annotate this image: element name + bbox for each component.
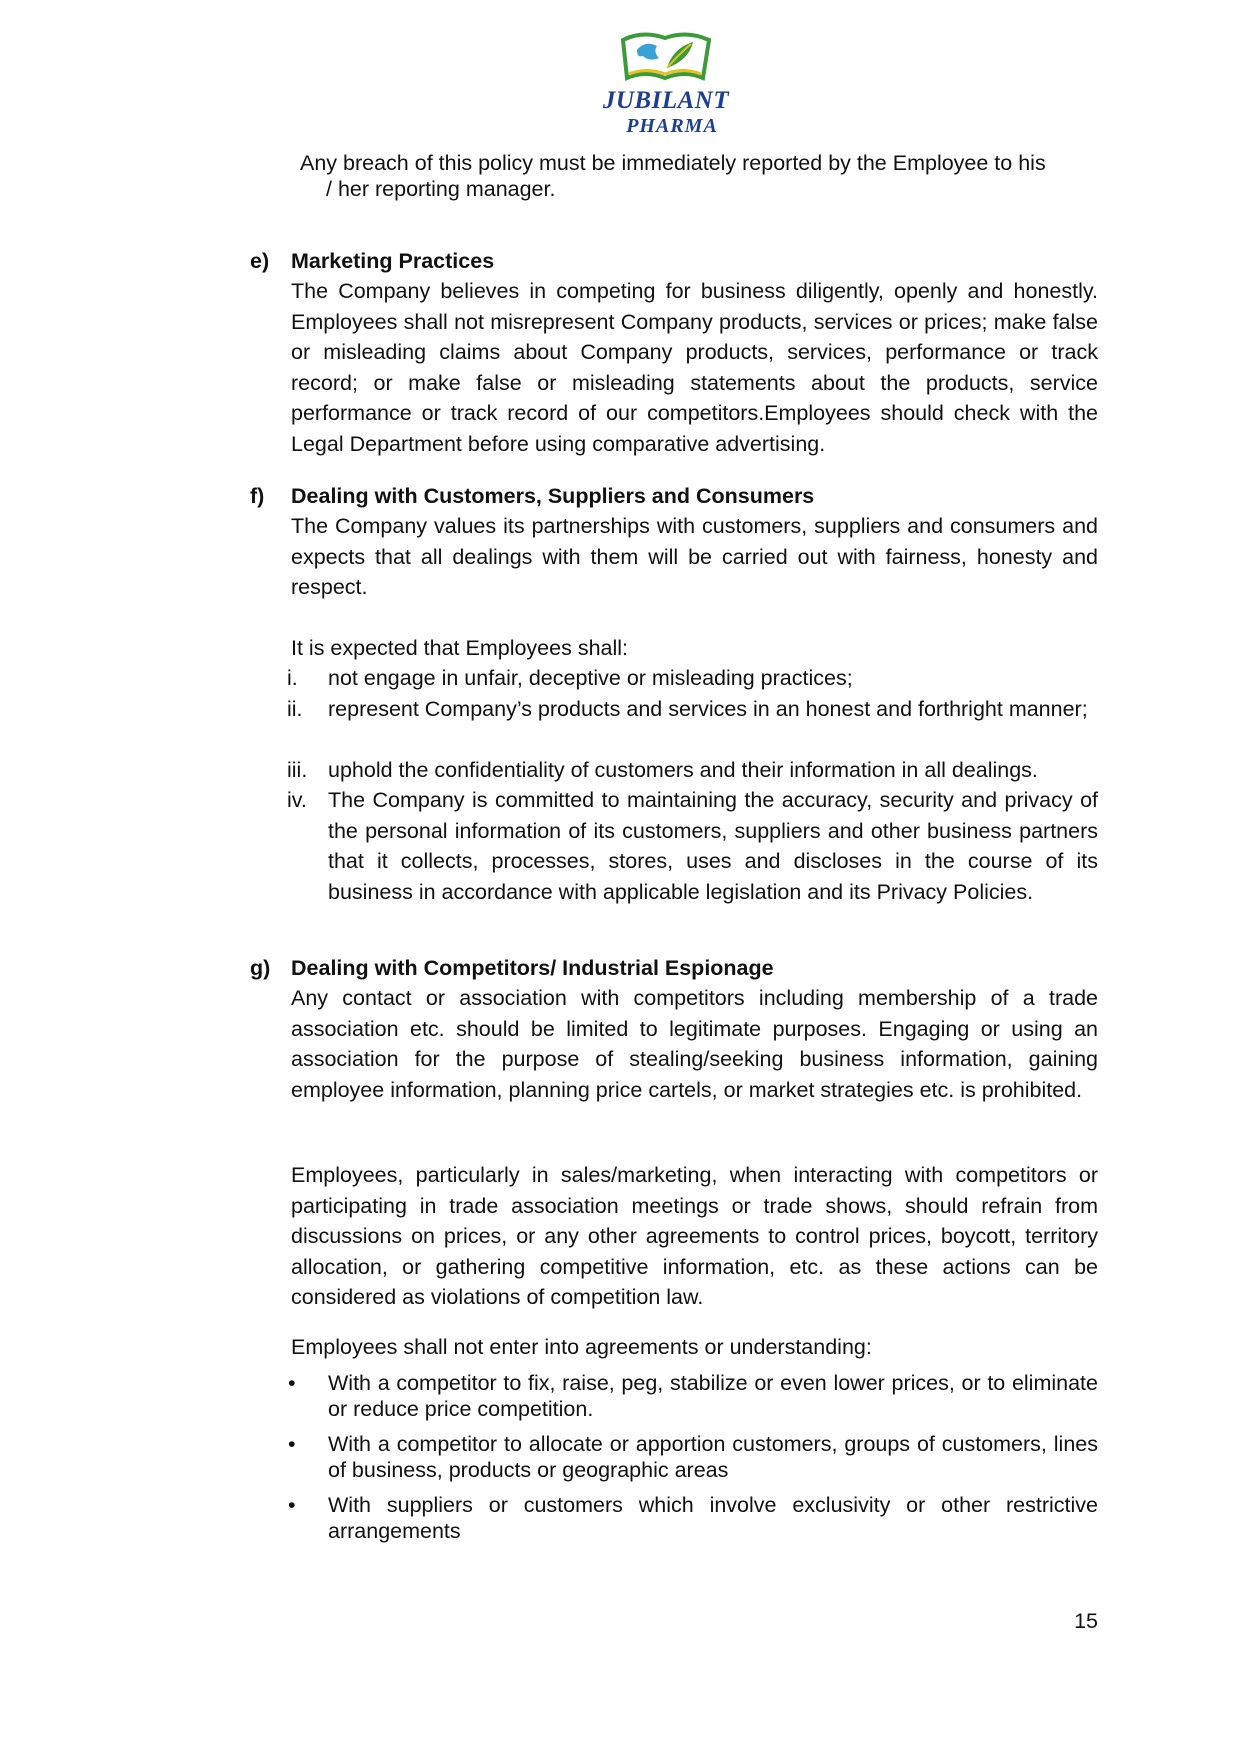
breach-reporting-paragraph (300, 150, 1100, 202)
list-item-number: iii. (287, 758, 308, 782)
breach-line-2: / her reporting manager. (326, 177, 556, 201)
section-g-lead: Employees shall not enter into agreements or understanding: (291, 1335, 872, 1359)
section-g-body-2: Employees, particularly in sales/marketing, when interacting with competitors or participating in trade association meetings or trade shows, should refrain from discussions on prices, or any other agreements to control prices, boycott, territory allocation, or gathering competitive information, etc. as these actions can be considered as violations of competition law. (291, 1163, 1098, 1309)
list-item-text: uphold the confidentiality of customers and their information in all dealings. (328, 758, 1038, 782)
section-f-letter: f) (250, 484, 265, 508)
list-item-text: not engage in unfair, deceptive or misleading practices; (328, 666, 853, 690)
list-item-number: i. (287, 666, 298, 690)
jubilant-pharma-logo (593, 12, 739, 137)
breach-line-1: Any breach of this policy must be immediately reported by the Employee to his (300, 151, 1046, 175)
list-item-number: iv. (287, 788, 307, 812)
bullet-icon: • (288, 1493, 296, 1517)
section-g-heading: Dealing with Competitors/ Industrial Espionage (291, 956, 774, 980)
section-f-lead: It is expected that Employees shall: (291, 636, 629, 660)
section-e-heading: Marketing Practices (291, 249, 495, 273)
list-item-text: The Company is committed to maintaining the accuracy, security and privacy of the personal information of its customers, suppliers and other business partners that it collects, processes, stores, uses and discloses in the course of its business in accordance with applicable legislation and its Privacy Policies. (328, 788, 1098, 904)
list-item-text: represent Company’s products and services in an honest and forthright manner; (328, 697, 1088, 721)
bullet-text: With a competitor to allocate or apportion customers, groups of customers, lines of business, products or geographic areas (328, 1432, 1098, 1482)
bullet-icon: • (288, 1371, 296, 1395)
page-number: 15 (1074, 1609, 1098, 1633)
section-g-body-1: Any contact or association with competitors including membership of a trade association etc. should be limited to legitimate purposes. Engaging or using an association for the purpose of stealing/seeking business information, gaining employee information, planning price cartels, or market strategies etc. is prohibited. (291, 986, 1098, 1102)
bullet-text: With a competitor to fix, raise, peg, stabilize or even lower prices, or to eliminate or reduce price competition. (328, 1371, 1098, 1421)
section-g-letter: g) (250, 956, 271, 980)
logo-text-pharma: PHARMA (626, 115, 718, 137)
section-f-heading: Dealing with Customers, Suppliers and Consumers (291, 484, 815, 508)
logo-text-jubilant: JUBILANT (602, 87, 730, 114)
section-f-body: The Company values its partnerships with customers, suppliers and consumers and expects that all dealings with them will be carried out with fairness, honesty and respect. (291, 514, 1098, 599)
list-item-number: ii. (287, 697, 303, 721)
logo-emblem-icon (593, 12, 739, 90)
bullet-icon: • (288, 1432, 296, 1456)
section-e-letter: e) (250, 249, 270, 273)
bullet-text: With suppliers or customers which involve exclusivity or other restrictive arrangements (328, 1493, 1098, 1543)
section-e-body: The Company believes in competing for business diligently, openly and honestly. Employees shall not misrepresent Company products, services or prices; make false or misleading claims about Company products, services, performance or track record; or make false or misleading statements about the products, service performance or track record of our competitors.Employees should check with the Legal Department before using comparative advertising. (291, 279, 1098, 456)
